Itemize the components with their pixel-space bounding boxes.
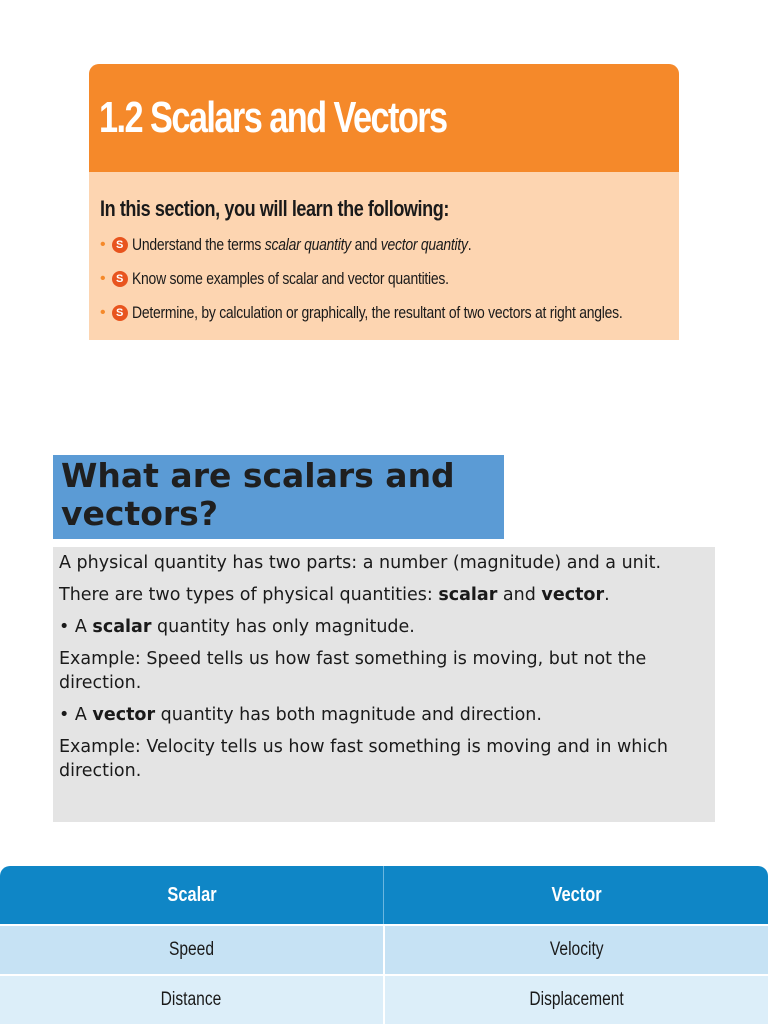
bullet-icon: • xyxy=(100,236,106,253)
vector-term: vector xyxy=(541,585,605,605)
explanation-box xyxy=(53,547,715,822)
explanation-line: • A scalar quantity has only magnitude. xyxy=(59,617,415,637)
syllabus-s-icon: S xyxy=(112,305,128,321)
section-heading-box xyxy=(53,455,504,539)
section-title: What are scalars and vectors? xyxy=(61,456,455,533)
syllabus-s-icon: S xyxy=(112,237,128,253)
objective-text: Know some examples of scalar and vector quantities. xyxy=(131,269,449,288)
explanation-line: Example: Velocity tells us how fast something is moving and in which direction. xyxy=(59,737,668,781)
banner-header xyxy=(89,64,679,172)
table-cell: Displacement xyxy=(384,975,768,1024)
bullet-icon: • xyxy=(100,304,106,321)
banner-title: 1.2 Scalars and Vectors xyxy=(99,93,447,142)
table-cell: Velocity xyxy=(384,925,768,975)
explanation-line: • A vector quantity has both magnitude and direction. xyxy=(59,705,542,725)
objective-item xyxy=(100,262,679,296)
scalar-vector-table xyxy=(0,866,768,1024)
objective-item xyxy=(100,228,679,262)
explanation-line: Example: Speed tells us how fast something is moving, but not the direction. xyxy=(59,649,647,693)
explanation-line: A physical quantity has two parts: a number (magnitude) and a unit. xyxy=(59,553,662,573)
table-header: Vector xyxy=(384,866,768,925)
table-row xyxy=(0,975,768,1024)
table-cell: Distance xyxy=(0,975,384,1024)
objective-text: Understand the terms scalar quantity and vector quantity. xyxy=(131,235,471,254)
syllabus-s-icon: S xyxy=(112,271,128,287)
table-cell: Speed xyxy=(0,925,384,975)
explanation-line: There are two types of physical quantities: scalar and vector. xyxy=(59,585,610,605)
objective-text: Determine, by calculation or graphically, the resultant of two vectors at right angles. xyxy=(131,303,623,322)
section-banner xyxy=(89,64,679,340)
table-row xyxy=(0,925,768,975)
objective-item xyxy=(100,296,679,330)
learning-objectives-heading: In this section, you will learn the following: xyxy=(100,196,449,221)
table-header: Scalar xyxy=(0,866,384,925)
scalar-term: scalar xyxy=(438,585,498,605)
banner-body xyxy=(89,172,679,330)
table-header-row xyxy=(0,866,768,925)
bullet-icon: • xyxy=(100,270,106,287)
